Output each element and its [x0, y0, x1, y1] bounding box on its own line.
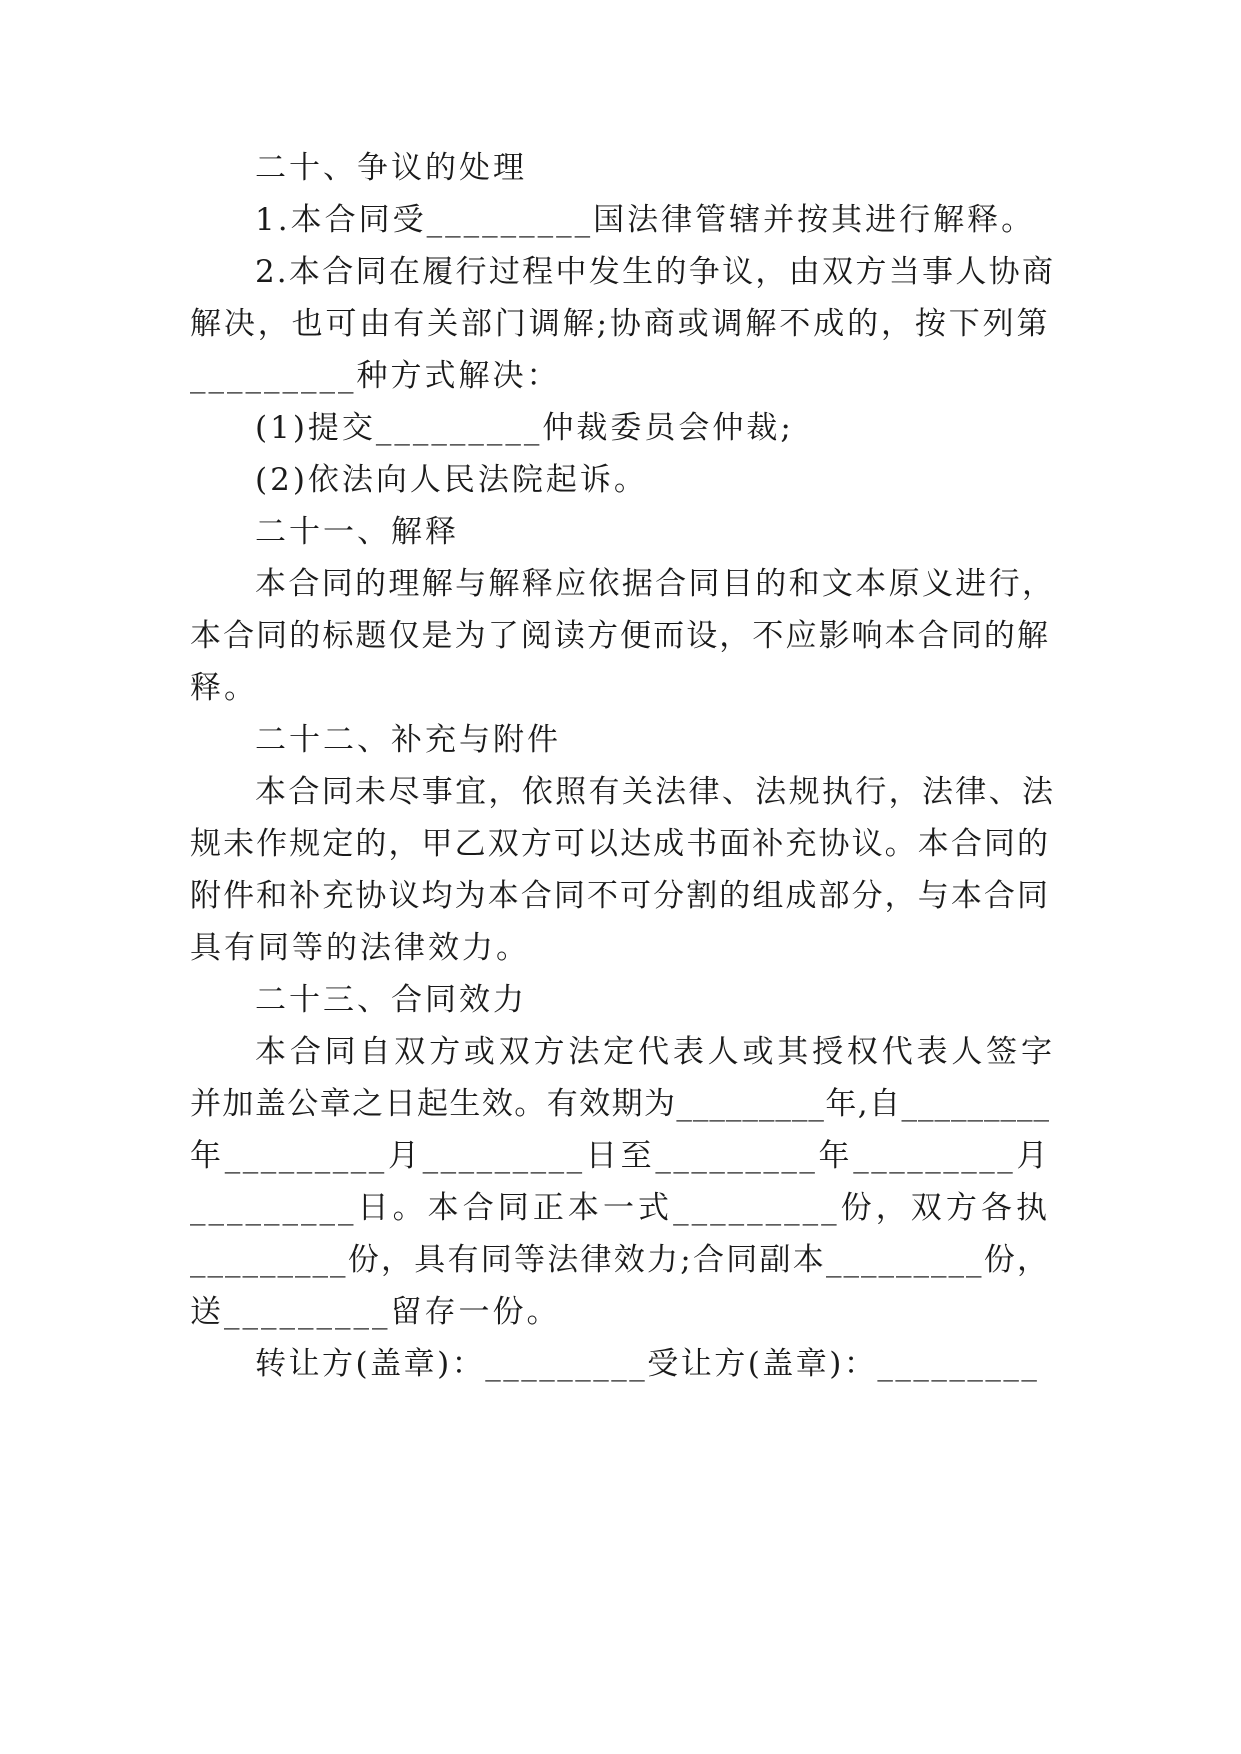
paragraph-line: 2.本合同在履行过程中发生的争议，由双方当事人协商 [255, 254, 1055, 290]
section-heading-23: 二十三、合同效力 [255, 982, 527, 1018]
paragraph-line: 并加盖公章之日起生效。有效期为_________年,自_________ [190, 1086, 1050, 1122]
paragraph-line: 年_________月_________日至_________年_________月 [190, 1138, 1050, 1174]
paragraph-line: _________日。本合同正本一式_________份，双方各执 [190, 1190, 1050, 1226]
paragraph-line: 释。 [190, 670, 258, 706]
section-heading-22: 二十二、补充与附件 [255, 722, 561, 758]
paragraph-line: 本合同未尽事宜，依照有关法律、法规执行，法律、法 [255, 774, 1055, 810]
paragraph-line: 本合同自双方或双方法定代表人或其授权代表人签字 [255, 1034, 1055, 1070]
section-heading-20: 二十、争议的处理 [255, 150, 527, 186]
paragraph-line: 解决，也可由有关部门调解;协商或调解不成的，按下列第 [190, 306, 1050, 342]
paragraph-line: _________种方式解决： [190, 358, 561, 394]
paragraph-line: 附件和补充协议均为本合同不可分割的组成部分，与本合同 [190, 878, 1050, 914]
paragraph-line: (2)依法向人民法院起诉。 [255, 462, 648, 498]
paragraph-line: (1)提交_________仲裁委员会仲裁; [255, 410, 794, 446]
paragraph-line: 本合同的理解与解释应依据合同目的和文本原义进行， [255, 566, 1055, 602]
paragraph-line: 具有同等的法律效力。 [190, 930, 530, 966]
paragraph-line: 规未作规定的，甲乙双方可以达成书面补充协议。本合同的 [190, 826, 1050, 862]
paragraph-line: 本合同的标题仅是为了阅读方便而设，不应影响本合同的解 [190, 618, 1050, 654]
paragraph-line: 送_________留存一份。 [190, 1294, 561, 1330]
paragraph-line: _________份，具有同等法律效力;合同副本_________份， [190, 1242, 1050, 1278]
signature-line: 转让方(盖章)：_________受让方(盖章)：_________ [255, 1346, 1040, 1382]
section-heading-21: 二十一、解释 [255, 514, 459, 550]
paragraph-line: 1.本合同受_________国法律管辖并按其进行解释。 [255, 202, 1036, 238]
